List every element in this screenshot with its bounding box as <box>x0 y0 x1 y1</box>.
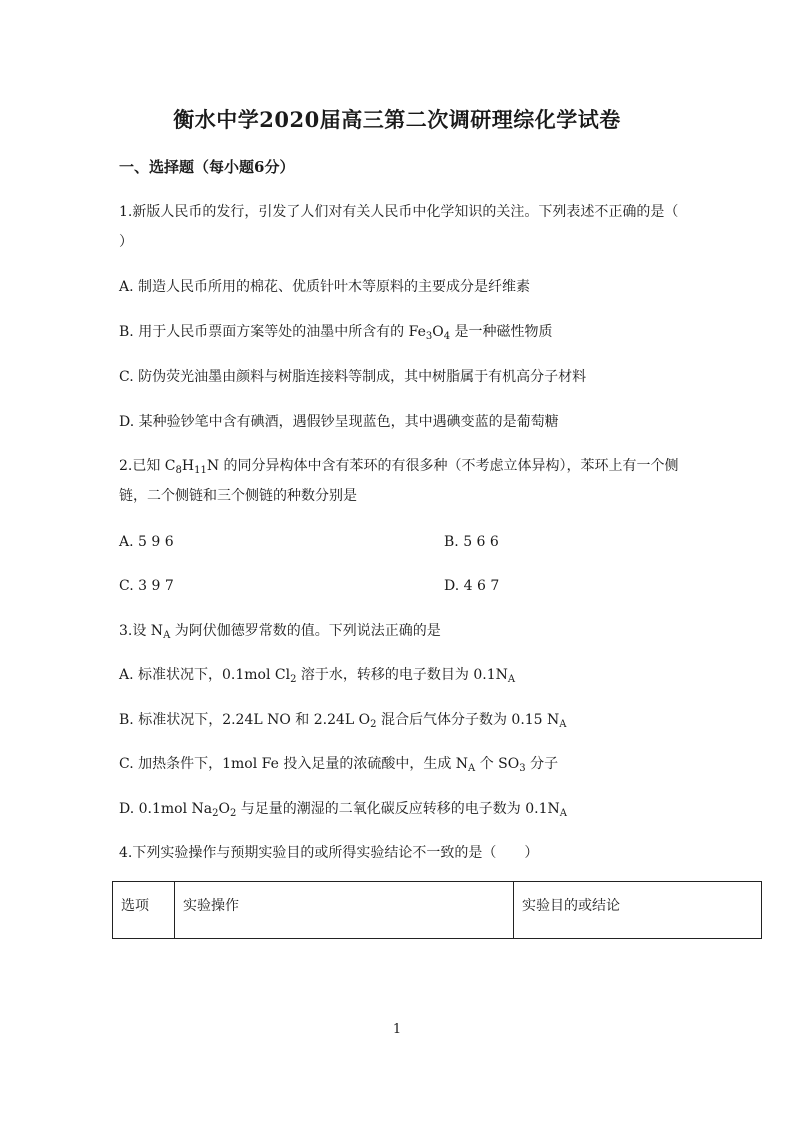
q2-option-d: D. 4 6 7 <box>444 578 500 594</box>
q2-option-a: A. 5 9 6 <box>119 534 174 550</box>
q1-stem-cont: ） <box>119 234 133 250</box>
q1-option-c: C. 防伪荧光油墨由颜料与树脂连接料等制成，其中树脂属于有机高分子材料 <box>119 369 587 385</box>
section-heading: 一、选择题（每小题6分） <box>119 158 295 176</box>
q3-option-a: A. 标准状况下，0.1mol $Cl_2$ 溶于水，转移的电子数目为 $0.1N_A$ <box>119 667 516 685</box>
header-operation: 实验操作 <box>175 882 514 939</box>
q2-stem-cont: 链，二个侧链和三个侧链的种数分别是 <box>119 488 357 504</box>
q3-option-b: B. 标准状况下，2.24L NO 和 2.24L $O_2$ 混合后气体分子数为 0.15 $N_A$ <box>119 712 567 730</box>
table-header-row <box>113 882 762 939</box>
q3-option-c: C. 加热条件下，1mol Fe 投入足量的浓硫酸中，生成 $N_A$ 个 $SO_3$ 分子 <box>119 756 559 774</box>
q1-stem: 1.新版人民币的发行，引发了人们对有关人民币中化学知识的关注。下列表述不正确的是（ <box>119 204 679 220</box>
q3-option-d: D. 0.1mol $Na_2O_2$ 与足量的潮湿的二氧化碳反应转移的电子数为 $0.1N_A$ <box>119 801 568 819</box>
q2-option-c: C. 3 9 7 <box>119 578 174 594</box>
q3-stem: 3.设 $N_A$ 为阿伏伽德罗常数的值。下列说法正确的是 <box>119 623 441 641</box>
q1-option-d: D. 某种验钞笔中含有碘酒，遇假钞呈现蓝色，其中遇碘变蓝的是葡萄糖 <box>119 414 559 430</box>
header-purpose: 实验目的或结论 <box>514 882 762 939</box>
q2-stem: 2.已知 $C_8H_{11}N$ 的同分异构体中含有苯环的有很多种（不考虑立体异构），苯环上有一个侧 <box>119 458 679 476</box>
header-option: 选项 <box>113 882 175 939</box>
q1-option-a: A. 制造人民币所用的棉花、优质针叶木等原料的主要成分是纤维素 <box>119 279 531 295</box>
document-title: 衡水中学2020届高三第二次调研理综化学试卷 <box>173 107 621 132</box>
q4-stem: 4.下列实验操作与预期实验目的或所得实验结论不一致的是（ ） <box>119 845 539 861</box>
q2-option-b: B. 5 6 6 <box>444 534 499 550</box>
page-number: 1 <box>392 1022 402 1037</box>
q1-option-b: B. 用于人民币票面方案等处的油墨中所含有的 $Fe_3O_4$ 是一种磁性物质 <box>119 324 553 342</box>
experiment-table <box>112 881 762 939</box>
